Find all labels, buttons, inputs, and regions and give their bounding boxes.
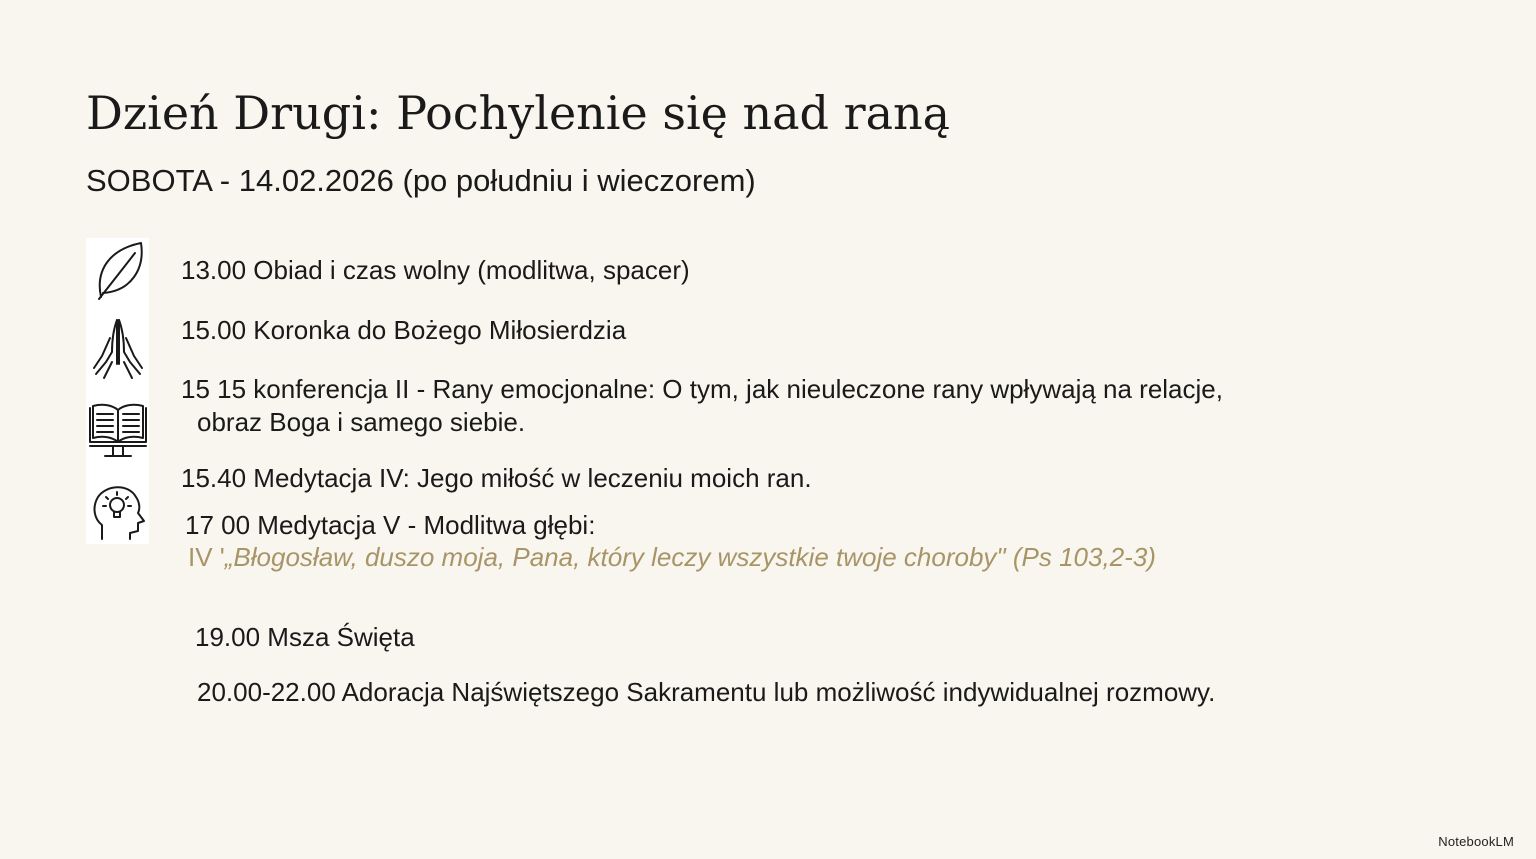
schedule-item-conference-line1: 15 15 konferencja II - Rany emocjonalne: O tym, jak nieuleczone rany wpływają na relacje,	[181, 374, 1223, 404]
schedule-item-meditation-iv: 15.40 Medytacja IV: Jego miłość w leczeniu moich ran.	[181, 463, 812, 493]
schedule-item-psalm-quote	[188, 541, 1156, 574]
quote-prefix: IV '	[188, 542, 225, 572]
head-lightbulb-icon	[86, 480, 149, 544]
open-book-icon	[86, 398, 149, 464]
schedule-item-adoration: 20.00-22.00 Adoracja Najświętszego Sakramentu lub możliwość indywidualnej rozmowy.	[197, 677, 1216, 707]
slide-title: Dzień Drugi: Pochylenie się nad raną	[86, 86, 951, 140]
praying-hands-icon	[86, 314, 149, 384]
quote-text: „Błogosław, duszo moja, Pana, który leczy wszystkie twoje choroby" (Ps 103,2-3)	[224, 542, 1156, 572]
schedule-item-mass: 19.00 Msza Święta	[195, 622, 415, 652]
schedule-item-meditation-v: 17 00 Medytacja V - Modlitwa głębi:	[185, 510, 596, 540]
schedule-item-conference-line2: obraz Boga i samego siebie.	[197, 407, 526, 437]
schedule-item-chaplet: 15.00 Koronka do Bożego Miłosierdzia	[181, 315, 627, 345]
notebooklm-watermark: NotebookLM	[1438, 834, 1514, 849]
slide-subtitle: SOBOTA - 14.02.2026 (po południu i wieczorem)	[86, 163, 756, 198]
icon-strip	[86, 238, 149, 544]
schedule-item-lunch: 13.00 Obiad i czas wolny (modlitwa, spacer)	[181, 255, 690, 285]
leaf-icon	[86, 238, 149, 302]
